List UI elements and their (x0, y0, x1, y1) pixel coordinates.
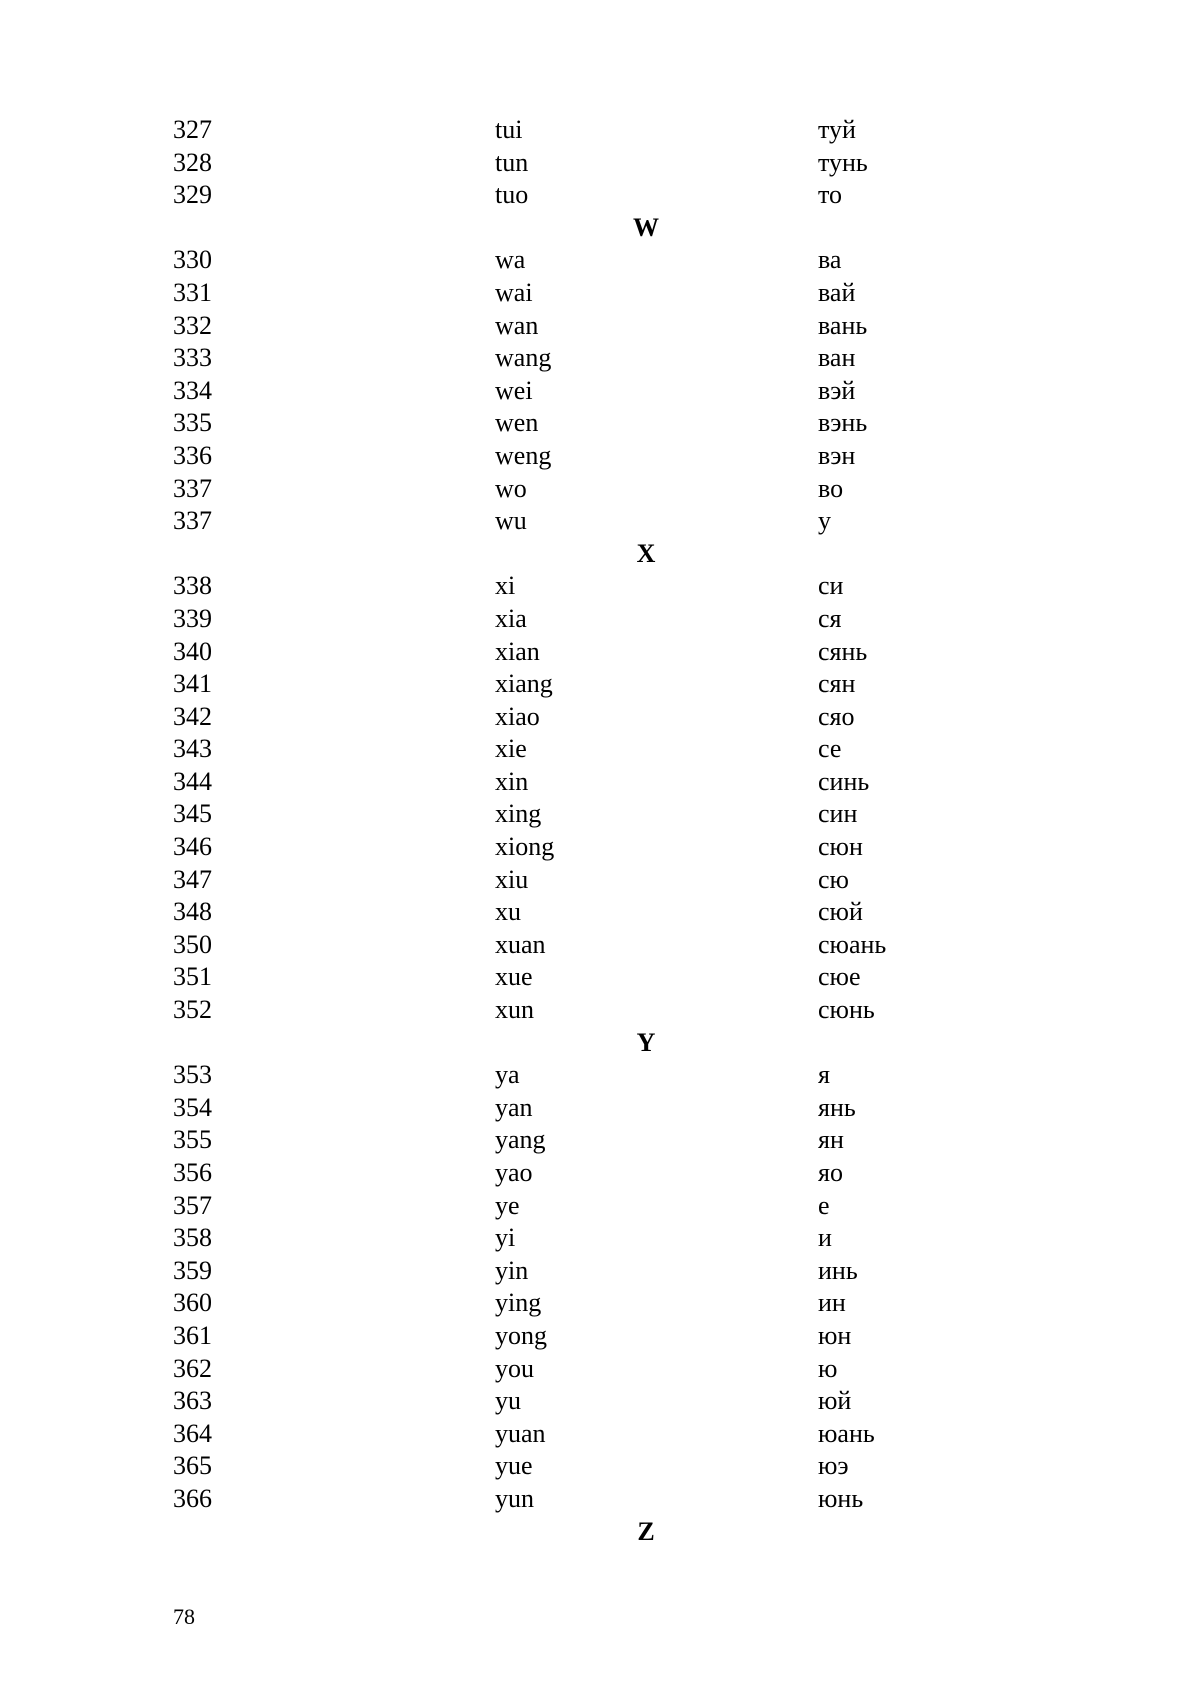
russian-transcription: тунь (818, 147, 868, 177)
table-row (0, 994, 1200, 1027)
row-number: 350 (173, 929, 212, 959)
table-row (0, 114, 1200, 147)
table-row (0, 179, 1200, 212)
page-number: 78 (173, 1604, 195, 1629)
table-row (0, 310, 1200, 343)
pinyin-syllable: yue (495, 1451, 533, 1481)
russian-transcription: сянь (818, 636, 868, 666)
row-number: 366 (173, 1483, 212, 1513)
table-row (0, 375, 1200, 408)
table-row (0, 277, 1200, 310)
pinyin-syllable: yin (495, 1255, 529, 1285)
russian-transcription: сяо (818, 701, 855, 731)
russian-transcription: юань (818, 1418, 875, 1448)
table-row (0, 636, 1200, 669)
row-number: 339 (173, 603, 212, 633)
russian-transcription: юй (818, 1386, 852, 1416)
pinyin-syllable: xun (495, 995, 534, 1025)
pinyin-syllable: yuan (495, 1418, 546, 1448)
russian-transcription: юнь (818, 1483, 864, 1513)
russian-transcription: янь (818, 1092, 856, 1122)
pinyin-syllable: wan (495, 310, 539, 340)
table-row (0, 244, 1200, 277)
pinyin-syllable: wa (495, 245, 526, 275)
row-number: 327 (173, 115, 212, 144)
table-row (0, 1385, 1200, 1418)
table-row (0, 864, 1200, 897)
pinyin-syllable: ye (495, 1190, 520, 1220)
section-letter: W (633, 212, 659, 242)
table-row (0, 1418, 1200, 1451)
russian-transcription: ин (818, 1288, 846, 1318)
table-row (0, 1287, 1200, 1320)
russian-transcription: си (818, 571, 844, 601)
pinyin-syllable: tun (495, 147, 529, 177)
pinyin-syllable: wo (495, 473, 527, 503)
section-header (0, 538, 1200, 571)
row-number: 330 (173, 245, 212, 275)
table-row (0, 1353, 1200, 1386)
russian-transcription: ва (818, 245, 842, 275)
section-letter: Y (636, 1027, 656, 1057)
table-row (0, 1450, 1200, 1483)
table-row (0, 1320, 1200, 1353)
pinyin-syllable: ya (495, 1060, 520, 1090)
russian-transcription: я (818, 1060, 830, 1090)
row-number: 332 (173, 310, 212, 340)
pinyin-syllable: you (495, 1353, 534, 1383)
pinyin-syllable: wei (495, 375, 533, 405)
pinyin-syllable: yi (495, 1223, 516, 1253)
table-row (0, 473, 1200, 506)
table-row (0, 407, 1200, 440)
russian-transcription: ян (818, 1125, 844, 1155)
russian-transcription: юн (818, 1320, 852, 1350)
russian-transcription: яо (818, 1158, 843, 1187)
row-number: 347 (173, 864, 212, 894)
table-row (0, 1483, 1200, 1516)
pinyin-syllable: xue (495, 962, 533, 992)
russian-transcription: вэнь (818, 408, 868, 438)
section-header (0, 1027, 1200, 1060)
table-row (0, 798, 1200, 831)
russian-transcription: ся (818, 603, 842, 633)
row-number: 364 (173, 1418, 212, 1448)
pinyin-syllable: yu (495, 1386, 521, 1416)
table-row (0, 505, 1200, 538)
pinyin-syllable: yan (495, 1092, 533, 1122)
section-header (0, 1516, 1200, 1549)
pinyin-syllable: xian (495, 636, 540, 666)
russian-transcription: сюн (818, 832, 863, 862)
row-number: 334 (173, 375, 212, 405)
row-number: 357 (173, 1190, 212, 1220)
row-number: 354 (173, 1092, 212, 1122)
row-number: 333 (173, 343, 212, 373)
table-row (0, 1092, 1200, 1125)
row-number: 362 (173, 1353, 212, 1383)
row-number: 360 (173, 1288, 212, 1318)
row-number: 328 (173, 147, 212, 177)
row-number: 356 (173, 1158, 212, 1187)
pinyin-syllable: xin (495, 766, 529, 796)
pinyin-syllable: xi (495, 571, 516, 601)
row-number: 341 (173, 669, 212, 699)
pinyin-syllable: xu (495, 897, 521, 927)
russian-transcription: сян (818, 669, 856, 699)
russian-transcription: сю (818, 864, 849, 894)
pinyin-syllable: xing (495, 799, 542, 829)
russian-transcription: сюань (818, 929, 887, 959)
row-number: 337 (173, 506, 212, 536)
pinyin-syllable: yang (495, 1125, 546, 1155)
table-row (0, 1157, 1200, 1190)
pinyin-syllable: xie (495, 734, 527, 764)
russian-transcription: вэн (818, 440, 856, 470)
table-row (0, 1124, 1200, 1157)
table-row (0, 1059, 1200, 1092)
russian-transcription: син (818, 799, 858, 829)
table-row (0, 896, 1200, 929)
pinyin-syllable: weng (495, 440, 552, 470)
table-row (0, 831, 1200, 864)
pinyin-syllable: xiao (495, 701, 540, 731)
row-number: 351 (173, 962, 212, 992)
row-number: 336 (173, 440, 212, 470)
pinyin-syllable: xiong (495, 832, 555, 862)
russian-transcription: сюе (818, 962, 861, 992)
row-number: 358 (173, 1223, 212, 1253)
table-row (0, 1255, 1200, 1288)
table-row (0, 701, 1200, 734)
row-number: 335 (173, 408, 212, 438)
table-row (0, 961, 1200, 994)
table-row (0, 929, 1200, 962)
row-number: 363 (173, 1386, 212, 1416)
pinyin-syllable: yun (495, 1483, 534, 1513)
row-number: 345 (173, 799, 212, 829)
row-number: 329 (173, 180, 212, 210)
russian-transcription: туй (818, 115, 856, 144)
pinyin-syllable: tui (495, 115, 523, 144)
row-number: 361 (173, 1320, 212, 1350)
row-number: 331 (173, 277, 212, 307)
pinyin-syllable: xiang (495, 669, 553, 699)
pinyin-syllable: yong (495, 1320, 547, 1350)
table-row (0, 147, 1200, 180)
pinyin-syllable: tuo (495, 180, 529, 210)
section-letter: X (636, 538, 656, 568)
table-row (0, 733, 1200, 766)
pinyin-syllable: wai (495, 277, 533, 307)
row-number: 344 (173, 766, 212, 796)
table-row (0, 1190, 1200, 1223)
russian-transcription: у (818, 506, 831, 536)
row-number: 338 (173, 571, 212, 601)
pinyin-syllable: wang (495, 343, 552, 373)
russian-transcription: вань (818, 310, 868, 340)
pinyin-syllable: ying (495, 1288, 542, 1318)
row-number: 353 (173, 1060, 212, 1090)
row-number: 365 (173, 1451, 212, 1481)
pinyin-syllable: xia (495, 603, 527, 633)
russian-transcription: е (818, 1190, 830, 1220)
russian-transcription: во (818, 473, 844, 503)
section-letter: Z (637, 1516, 655, 1546)
pinyin-syllable: xiu (495, 864, 529, 894)
row-number: 342 (173, 701, 212, 731)
row-number: 359 (173, 1255, 212, 1285)
pinyin-syllable: xuan (495, 929, 546, 959)
section-header (0, 212, 1200, 245)
russian-transcription: сюй (818, 897, 863, 927)
russian-transcription: се (818, 734, 842, 764)
russian-transcription: вай (818, 277, 856, 307)
russian-transcription: вэй (818, 375, 856, 405)
russian-transcription: ван (818, 343, 856, 373)
russian-transcription: сюнь (818, 995, 875, 1025)
row-number: 337 (173, 473, 212, 503)
table-row (0, 603, 1200, 636)
pinyin-syllable: wen (495, 408, 539, 438)
row-number: 343 (173, 734, 212, 764)
table-row (0, 1222, 1200, 1255)
russian-transcription: ю (818, 1353, 838, 1383)
row-number: 348 (173, 897, 212, 927)
row-number: 346 (173, 832, 212, 862)
table-row (0, 342, 1200, 375)
russian-transcription: юэ (818, 1451, 849, 1481)
transliteration-table (0, 114, 1200, 1548)
russian-transcription: и (818, 1223, 832, 1253)
table-row (0, 570, 1200, 603)
russian-transcription: инь (818, 1255, 858, 1285)
pinyin-syllable: yao (495, 1158, 533, 1187)
row-number: 340 (173, 636, 212, 666)
table-row (0, 668, 1200, 701)
row-number: 352 (173, 995, 212, 1025)
russian-transcription: синь (818, 766, 870, 796)
table-row (0, 766, 1200, 799)
row-number: 355 (173, 1125, 212, 1155)
pinyin-syllable: wu (495, 506, 527, 536)
table-row (0, 440, 1200, 473)
russian-transcription: то (818, 180, 843, 210)
